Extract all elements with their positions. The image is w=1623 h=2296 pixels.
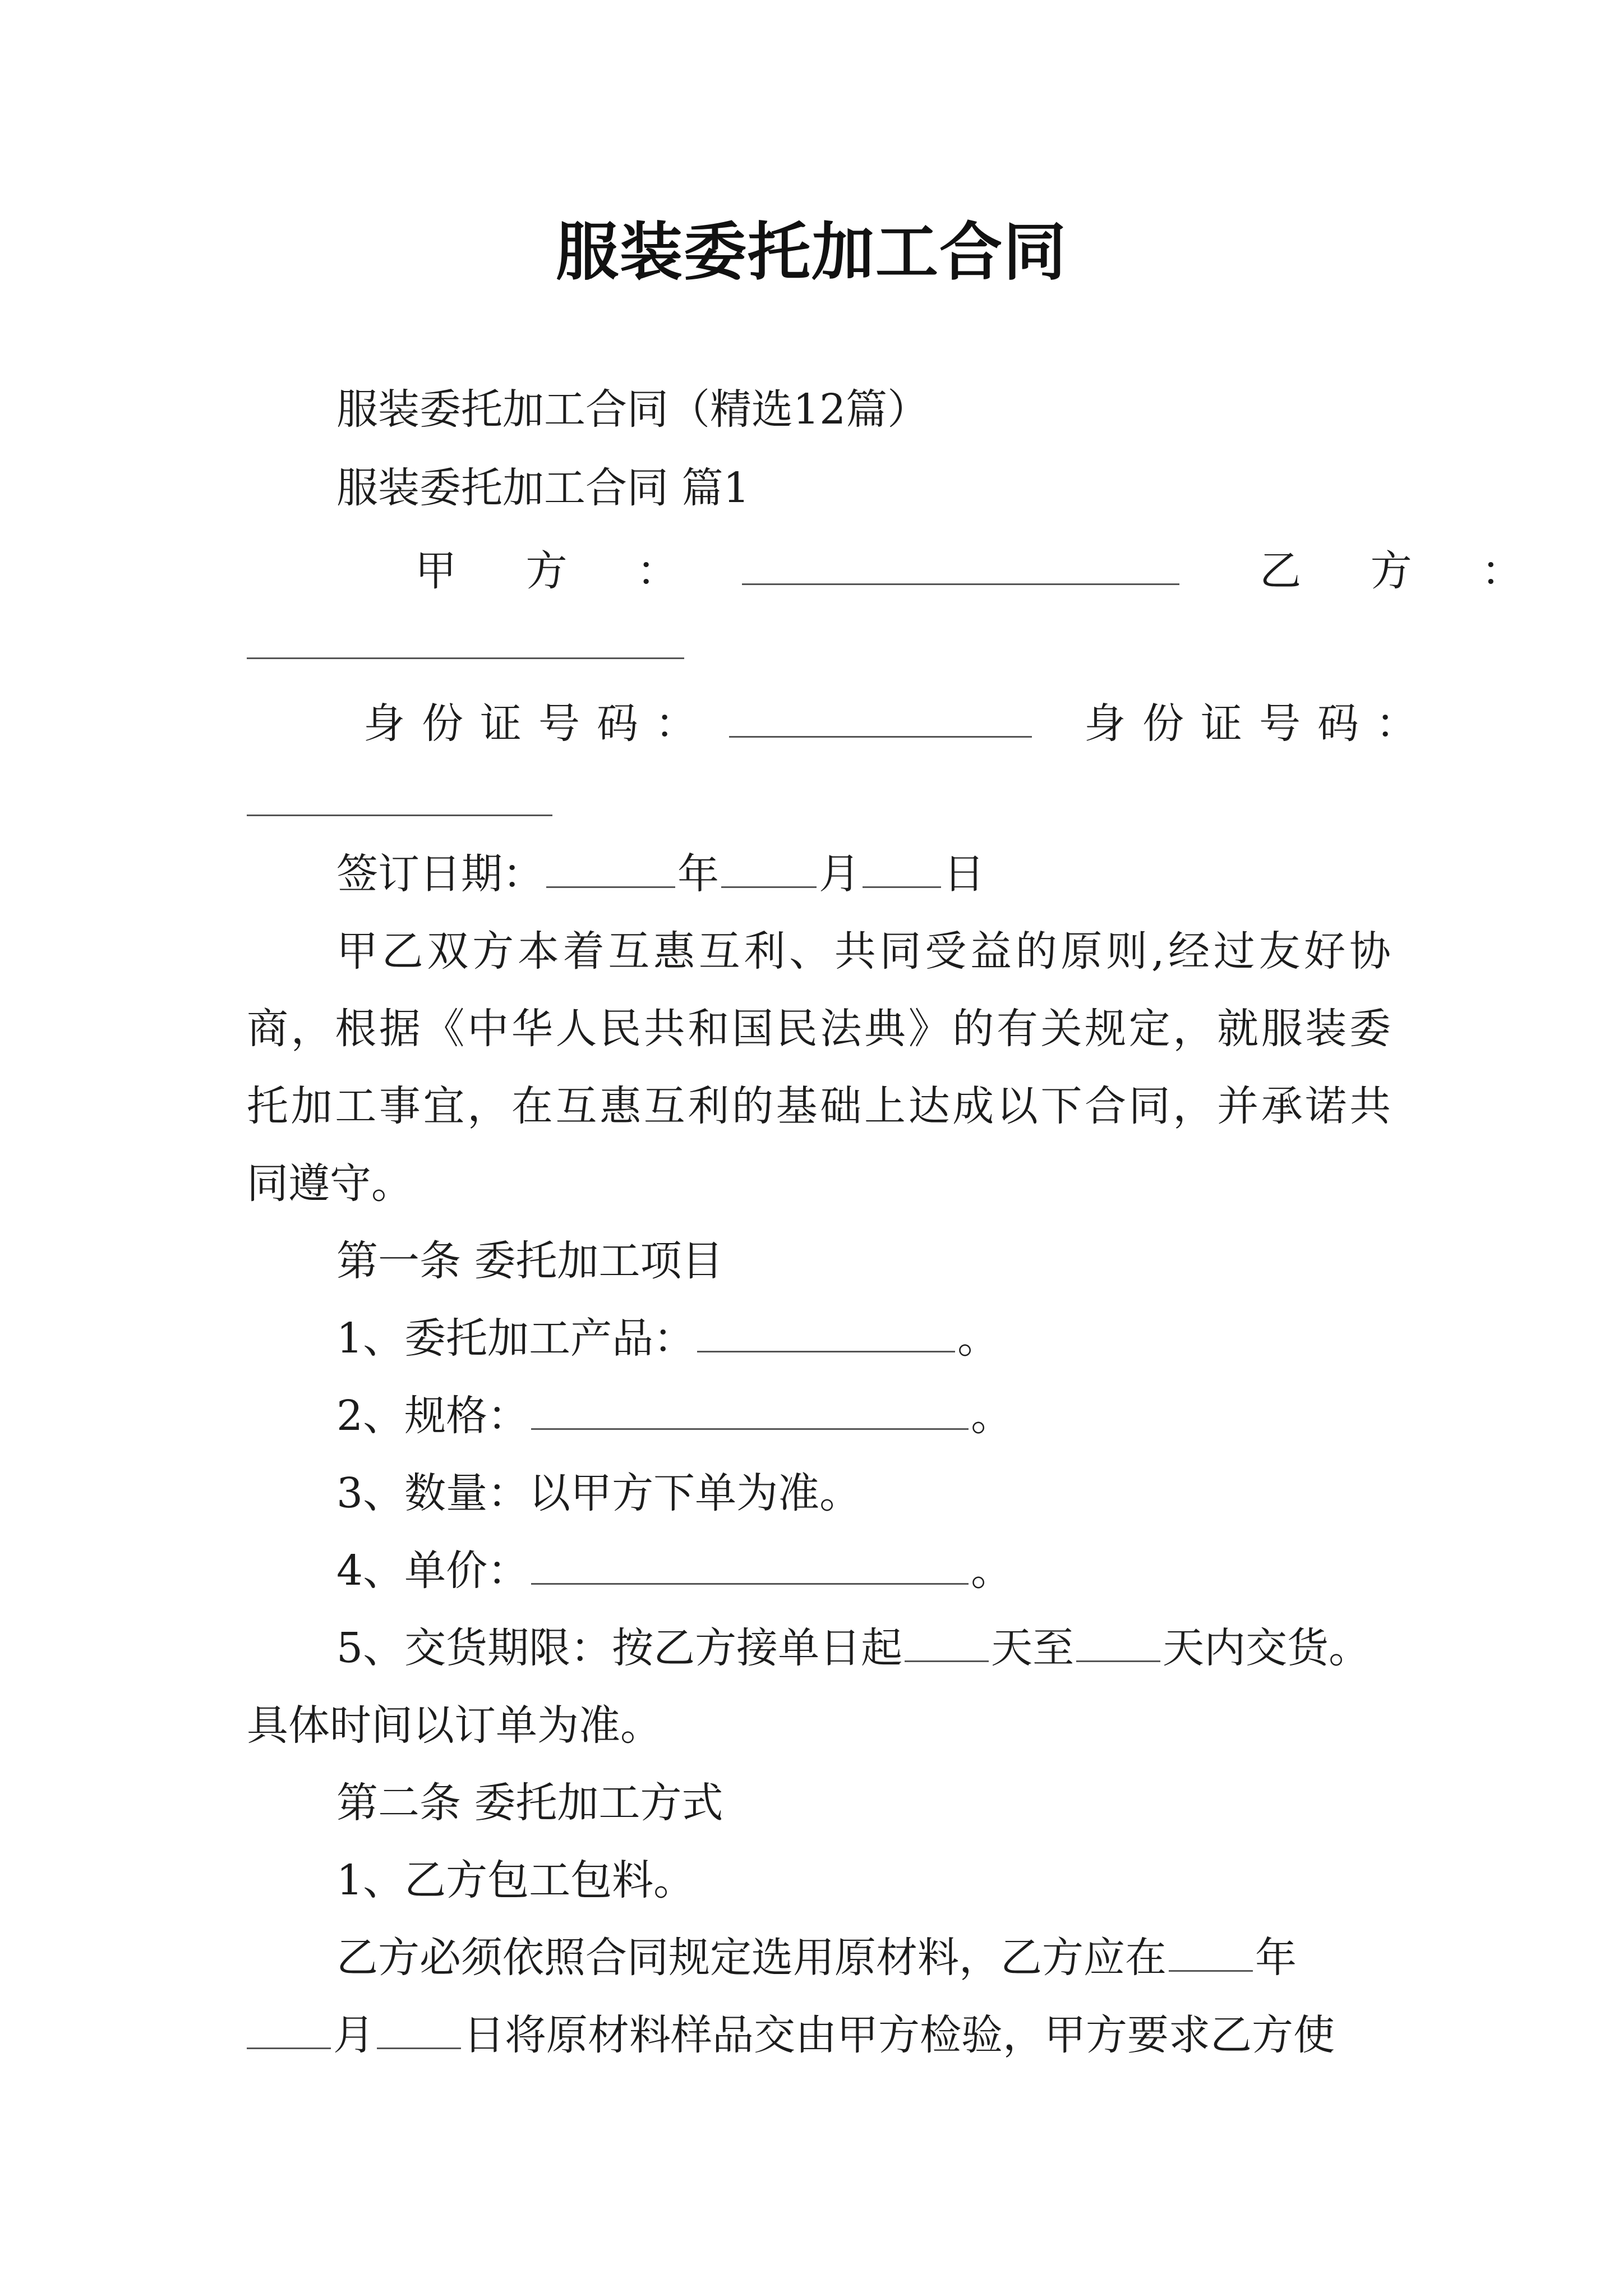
year-label: 年 xyxy=(677,850,719,898)
party-a-blank[interactable] xyxy=(742,549,1179,585)
month-label: 月 xyxy=(819,850,860,898)
sample-month-blank[interactable] xyxy=(247,2013,331,2049)
intro-line-1: 甲乙双方本着互惠互利、共同受益的原则,经过友好协 xyxy=(336,927,1391,976)
article2-para-line-1: 乙方必须依照合同规定选用原材料，乙方应在 年 xyxy=(336,1934,1297,1982)
unit-price-blank[interactable] xyxy=(531,1548,969,1585)
article1-item5-line2: 具体时间以订单为准。 xyxy=(247,1701,662,1750)
article1-heading: 第一条 委托加工项目 xyxy=(336,1237,723,1285)
subtitle: 服装委托加工合同（精选12篇） xyxy=(336,385,929,434)
party-b-blank[interactable] xyxy=(247,657,684,659)
party-a-label: 甲 方 ： xyxy=(415,547,707,595)
document-title: 服装委托加工合同 xyxy=(556,215,1067,289)
day-label: 日 xyxy=(943,850,985,898)
id-line xyxy=(363,696,1435,752)
product-blank[interactable] xyxy=(697,1316,955,1352)
article2-heading: 第二条 委托加工方式 xyxy=(336,1779,723,1827)
party-b-label: 乙 方 ： xyxy=(1260,547,1551,595)
days-from-blank[interactable] xyxy=(905,1626,989,1662)
sample-day-blank[interactable] xyxy=(377,2013,461,2049)
party-line xyxy=(415,543,1551,599)
id-a-blank[interactable] xyxy=(729,701,1032,738)
sign-date-line xyxy=(336,846,1391,902)
id-b-blank[interactable] xyxy=(247,815,552,816)
month-blank[interactable] xyxy=(721,852,817,888)
year-blank[interactable] xyxy=(546,852,675,888)
sample-year-blank[interactable] xyxy=(1169,1935,1253,1972)
article2-item1: 1、乙方包工包料。 xyxy=(336,1856,695,1904)
id-label-a: 身份证号码： xyxy=(363,700,713,748)
day-blank[interactable] xyxy=(863,852,941,888)
id-label-b: 身份证号码： xyxy=(1084,700,1435,748)
article1-item1: 1、委托加工产品： 。 xyxy=(336,1314,999,1363)
intro-line-3: 托加工事宜，在互惠互利的基础上达成以下合同，并承诺共 xyxy=(247,1082,1391,1130)
article1-item2: 2、规格： 。 xyxy=(336,1392,1013,1440)
sign-date-label: 签订日期： xyxy=(336,850,544,898)
days-to-blank[interactable] xyxy=(1076,1626,1160,1662)
article1-item4: 4、单价： 。 xyxy=(336,1547,1013,1595)
intro-line-4: 同遵守。 xyxy=(247,1159,413,1208)
article2-para-line-2: 月 日将原材料样品交由甲方检验，甲方要求乙方使 xyxy=(247,2007,1391,2063)
article1-item5: 5、交货期限：按乙方接单日起 天至 天内交货。 xyxy=(336,1624,1371,1672)
spec-blank[interactable] xyxy=(531,1393,969,1430)
article1-item3: 3、数量：以甲方下单为准。 xyxy=(336,1469,861,1517)
intro-line-2: 商，根据《中华人民共和国民法典》的有关规定，就服装委 xyxy=(247,1005,1391,1053)
section-heading: 服装委托加工合同 篇1 xyxy=(336,464,750,512)
